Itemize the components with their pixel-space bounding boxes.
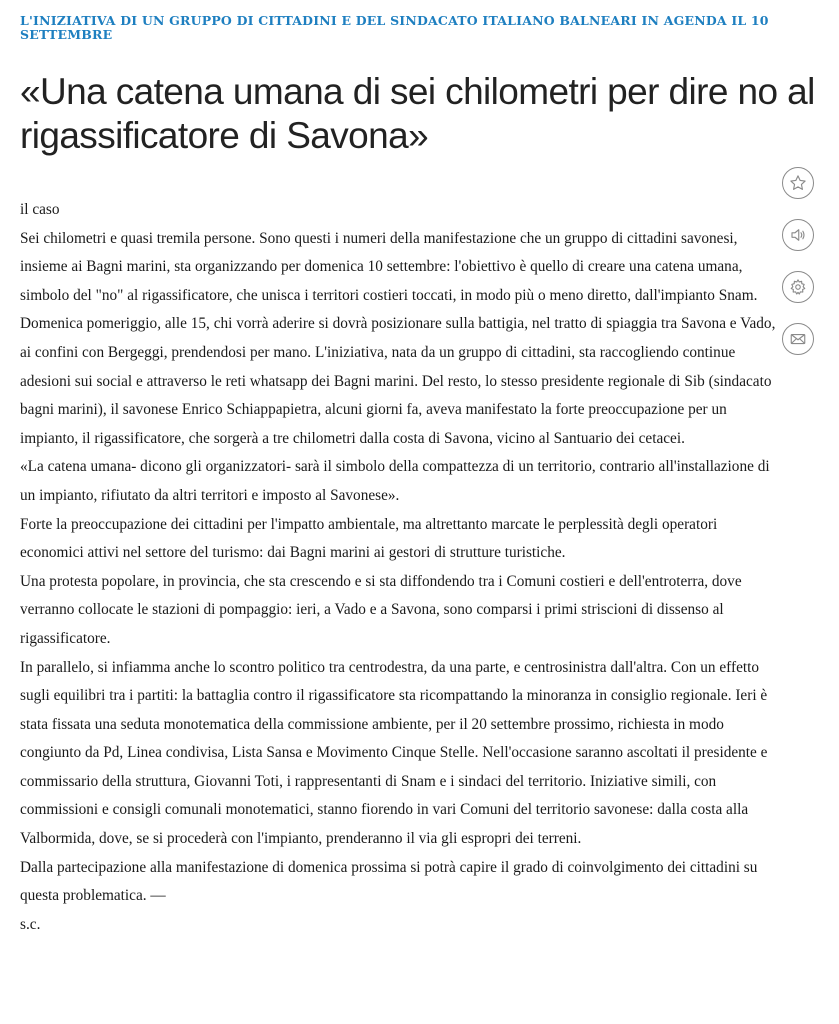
settings-icon	[789, 278, 807, 296]
star-icon	[789, 174, 807, 192]
listen-button[interactable]	[782, 219, 814, 251]
article-kicker: L'INIZIATIVA DI UN GRUPPO DI CITTADINI E DEL SINDACATO ITALIANO BALNEARI IN AGENDA IL 10 SETTEMBRE	[20, 13, 769, 42]
article-paragraph: «La catena umana- dicono gli organizzatori- sarà il simbolo della compattezza di un territorio, contrario all'installazione di un impianto, rifiutato da altri territori e imposto al Savonese».	[20, 458, 770, 504]
article-paragraph: Una protesta popolare, in provincia, che sta crescendo e si sta diffondendo tra i Comuni costieri e dell'entroterra, dove verranno collocate le stazioni di pompaggio: ieri, a Vado e a Savona, sono comparsi i primi striscioni di dissenso al rigassificatore.	[20, 572, 742, 647]
article-title: «Una catena umana di sei chilometri per dire no al rigassificatore di Savona»	[20, 71, 815, 156]
article-paragraph: Sei chilometri e quasi tremila persone. Sono questi i numeri della manifestazione che un gruppo di cittadini savonesi, insieme ai Bagni marini, sta organizzando per domenica 10 settembre: l'obiettivo è quello di creare una catena umana, simbolo del "no" al rigassificatore, che unisca i territori costieri toccati, in modo più o meno diretto, dall'impianto Snam.	[20, 229, 758, 304]
article-paragraph: Domenica pomeriggio, alle 15, chi vorrà aderire si dovrà posizionare sulla battigia, nel tratto di spiaggia tra Savona e Vado, ai confini con Bergeggi, prendendosi per mano. L'iniziativa, nata da un gruppo di cittadini, sta raccogliendo continue adesioni sui social e attraverso le reti whatsapp dei Bagni marini. Del resto, lo stesso presidente regionale di Sib (sindacato bagni marini), il savonese Enrico Schiappapietra, alcuni giorni fa, aveva manifestato la forte preoccupazione per un impianto, il rigassificatore, che sorgerà a tre chilometri dalla costa di Savona, vicino al Santuario dei cetacei.	[20, 315, 776, 447]
article-paragraph: Forte la preoccupazione dei cittadini per l'impatto ambientale, ma altrettanto marcate le perplessità degli operatori economici attivi nel settore del turismo: dai Bagni marini ai gestori di strutture turistiche.	[20, 515, 718, 562]
audio-icon	[789, 226, 807, 244]
mail-icon	[789, 330, 807, 348]
article-category: il caso	[20, 201, 60, 218]
article-tools	[782, 167, 814, 375]
article-paragraph: Dalla partecipazione alla manifestazione di domenica prossima si potrà capire il grado di coinvolgimento dei cittadini su questa problematica. —	[20, 858, 758, 905]
email-button[interactable]	[782, 323, 814, 355]
favorite-button[interactable]	[782, 167, 814, 199]
settings-button[interactable]	[782, 271, 814, 303]
article-body	[20, 196, 780, 939]
article-signature: s.c.	[20, 915, 41, 933]
article-paragraph: In parallelo, si infiamma anche lo scontro politico tra centrodestra, da una parte, e centrosinistra dall'altra. Con un effetto sugli equilibri tra i partiti: la battaglia contro il rigassificatore sta ricompattando la minoranza in consiglio regionale. Ieri è stata fissata una seduta monotematica della commissione ambiente, per il 20 settembre prossimo, richiesta in modo congiunto da Pd, Linea condivisa, Lista Sansa e Movimento Cinque Stelle. Nell'occasione saranno ascoltati il presidente e commissario della struttura, Giovanni Toti, i rappresentanti di Snam e i sindaci del territorio. Iniziative simili, con commissioni e consigli comunali monotematici, stanno fiorendo in vari Comuni del territorio savonese: dalla costa alla Valbormida, dove, se si procederà con l'impianto, prenderanno il via gli espropri dei terreni.	[20, 658, 768, 848]
